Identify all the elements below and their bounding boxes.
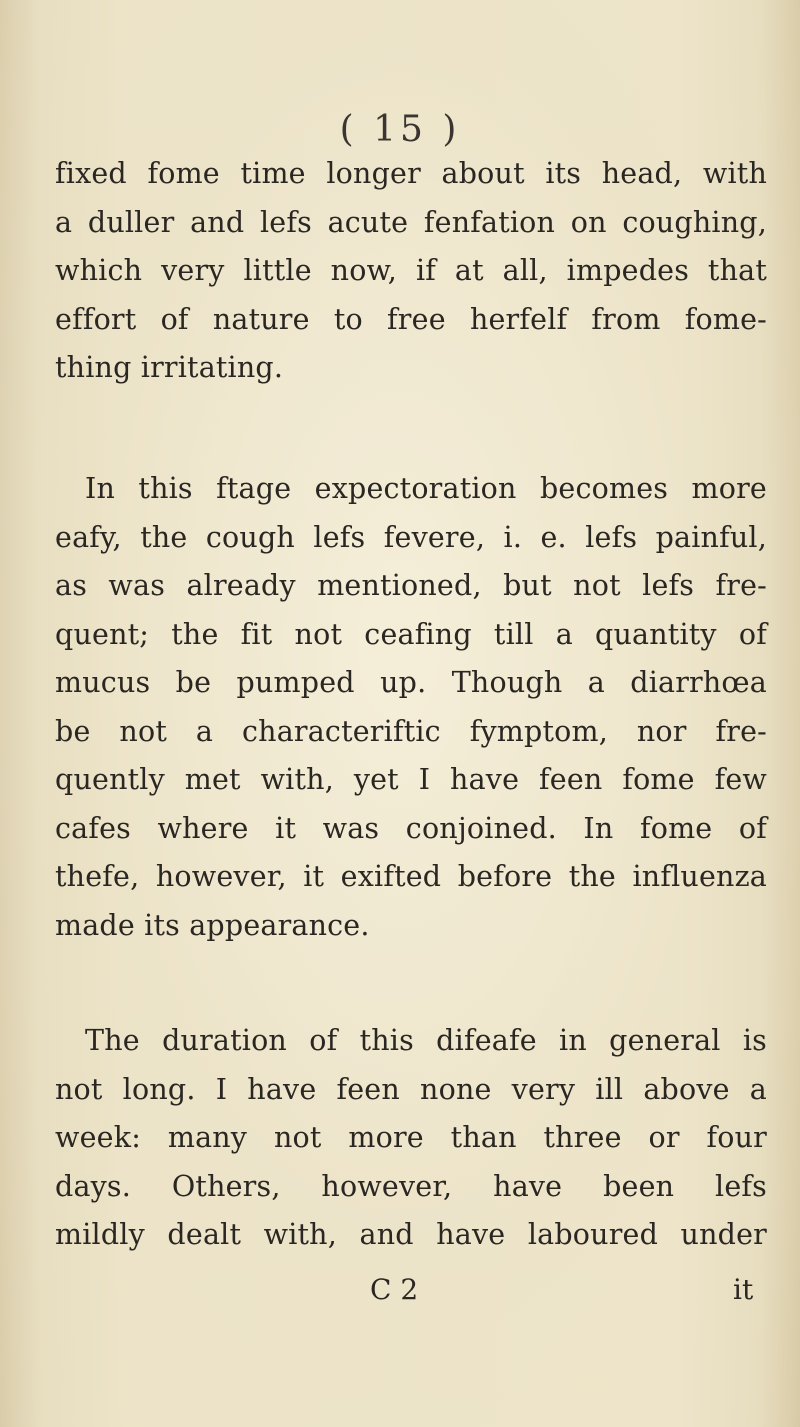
text-line: cafes where it was conjoined. In fome of [55,811,767,845]
text-line: made its appearance. [55,908,370,942]
page-footer [0,1268,800,1312]
text-line: be not a characteriftic fymptom, nor fre- [55,714,767,748]
text-line: as was already mentioned, but not lefs fre- [55,569,767,602]
page-number-header: ( 15 ) [339,109,461,150]
paragraph-2 [55,465,767,950]
text-line: In this ftage expectoration becomes more [85,472,767,505]
text-line: mucus be pumped up. Though a diarrhœa [55,666,767,699]
paragraph-3 [55,1017,767,1260]
text-line: The duration of this difeafe in general is [85,1024,767,1057]
text-line: effort of nature to free herfelf from fome- [55,302,767,336]
text-line: mildly dealt with, and have laboured under [55,1218,767,1251]
text-line: thefe, however, it exifted before the influenza [55,860,767,893]
text-line: eafy, the cough lefs fevere, i. e. lefs painful, [55,520,767,554]
text-line: thing irritating. [55,351,284,384]
text-line: week: many not more than three or four [55,1121,767,1154]
paragraph-1 [55,150,767,393]
text-line: days. Others, however, have been lefs [55,1169,767,1203]
text-line: fixed fome time longer about its head, with [55,157,767,190]
text-line: quent; the fit not ceafing till a quantity of [55,617,767,651]
text-line: which very little now, if at all, impedes that [55,254,767,287]
text-line: quently met with, yet I have feen fome few [55,763,767,796]
signature-mark: C 2 [370,1273,419,1306]
text-line: not long. I have feen none very ill above a [55,1072,767,1106]
text-line: a duller and lefs acute fenfation on coughing, [55,205,767,239]
catchword: it [733,1273,754,1306]
